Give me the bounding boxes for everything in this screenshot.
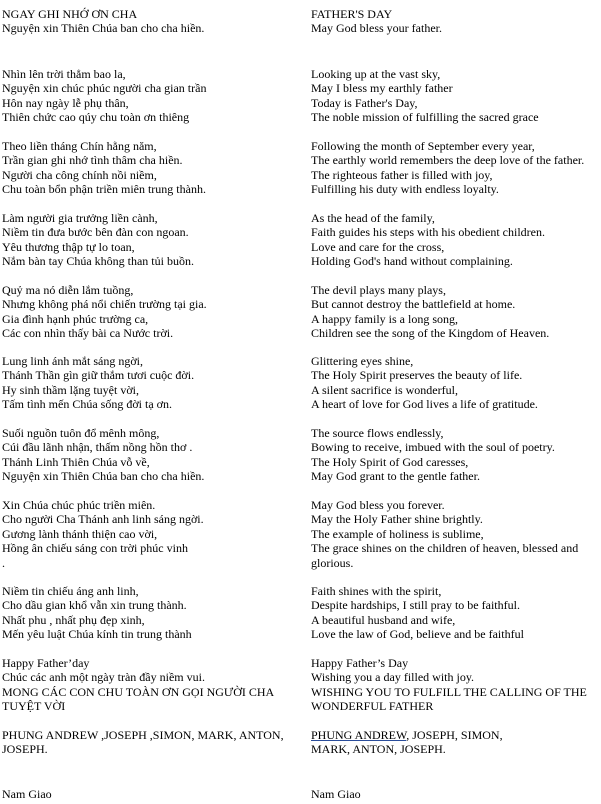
verse-line: Love the law of God, believe and be faithful — [311, 627, 524, 642]
right-stanza-7 — [311, 498, 599, 570]
verse-line: Suối nguồn tuôn đổ mênh mông, — [2, 426, 160, 440]
right-signature — [311, 787, 599, 801]
verse-line: The righteous father is filled with joy, — [311, 167, 493, 182]
family-names: PHUNG ANDREW ,JOSEPH ,SIMON, MARK, ANTON, JOSEPH. — [2, 728, 284, 757]
right-closing — [311, 656, 599, 714]
verse-line: Theo liền tháng Chín hằng năm, — [2, 139, 157, 153]
verse-line: Mến yêu luật Chúa kính tin trung thành — [2, 627, 192, 642]
verse-line: Children see the song of the Kingdom of Heaven. — [311, 326, 550, 341]
greeting-line: Happy Father’s Day — [311, 656, 409, 670]
left-stanza-3 — [2, 211, 298, 269]
stray-period: . — [2, 555, 5, 570]
left-names — [2, 728, 298, 757]
greeting-line: Chúc các anh một ngày tràn đầy niềm vui. — [2, 670, 205, 685]
names-continued: , JOSEPH, SIMON, — [406, 728, 503, 742]
verse-line: The noble mission of fulfilling the sacred grace — [311, 110, 539, 125]
verse-line: A beautiful husband and wife, — [311, 612, 456, 627]
verse-line: Love and care for the cross, — [311, 239, 445, 254]
greeting-caps-line: WISHING YOU TO FULFILL THE CALLING OF THE WONDERFUL FATHER — [311, 684, 587, 714]
verse-line: The source flows endlessly, — [311, 426, 444, 440]
verse-line: Tấm tình mến Chúa sống đời tạ ơn. — [2, 397, 173, 412]
verse-line: Người cha công chính nồi niềm, — [2, 167, 157, 182]
verse-line: Thánh Linh Thiên Chúa vỗ về, — [2, 454, 150, 469]
left-heading — [2, 7, 298, 36]
verse-line: Faith guides his steps with his obedient children. — [311, 225, 545, 240]
verse-line: The Holy Spirit preserves the beauty of life. — [311, 368, 523, 383]
greeting-caps-line: MONG CÁC CON CHU TOÀN ƠN GỌI NGƯỜI CHA TUYỆT VỜI — [2, 684, 274, 714]
verse-line: Faith shines with the spirit, — [311, 584, 442, 598]
verse-line: Glittering eyes shine, — [311, 354, 414, 368]
verse-line: May the Holy Father shine brightly. — [311, 512, 483, 527]
right-stanza-3 — [311, 211, 599, 269]
verse-line: Bowing to receive, imbued with the soul of poetry. — [311, 440, 555, 455]
left-title: NGAY GHI NHỚ ƠN CHA — [2, 7, 138, 21]
left-stanza-5 — [2, 354, 298, 412]
left-stanza-7 — [2, 498, 298, 570]
verse-line: Lung linh ánh mắt sáng ngời, — [2, 354, 143, 368]
signature: Nam Giao — [2, 787, 52, 801]
verse-line: Hy sinh thầm lặng tuyệt vời, — [2, 382, 139, 397]
verse-line: The devil plays many plays, — [311, 283, 446, 297]
left-subtitle: Nguyện xin Thiên Chúa ban cho cha hiền. — [2, 21, 205, 36]
verse-line: Gia đình hạnh phúc trường ca, — [2, 311, 149, 326]
verse-line: May God grant to the gentle father. — [311, 469, 480, 484]
signature: Nam Giao — [311, 787, 361, 801]
verse-line: Nhưng không phá nổi chiến trường tại gia. — [2, 297, 207, 312]
left-stanza-1 — [2, 67, 298, 125]
verse-line: Hồng ân chiếu sáng con trời phúc vinh — [2, 541, 188, 556]
verse-line: Following the month of September every year, — [311, 139, 535, 153]
verse-line: Despite hardships, I still pray to be faithful. — [311, 598, 520, 613]
verse-line: As the head of the family, — [311, 211, 435, 225]
verse-line: The earthly world remembers the deep love of the father. — [311, 153, 585, 168]
right-title: FATHER'S DAY — [311, 7, 393, 21]
right-names — [311, 728, 599, 757]
verse-line: Xin Chúa chúc phúc triền miên. — [2, 498, 156, 512]
underlined-name: PHUNG ANDREW — [311, 728, 407, 742]
verse-line: Looking up at the vast sky, — [311, 67, 441, 81]
verse-line: Thánh Thần gìn giữ thắm tươi cuộc đời. — [2, 368, 195, 383]
verse-line: Cho người Cha Thánh anh linh sáng ngời. — [2, 512, 204, 527]
verse-line: Today is Father's Day, — [311, 95, 418, 110]
verse-line: A silent sacrifice is wonderful, — [311, 382, 458, 397]
greeting-line: Wishing you a day filled with joy. — [311, 670, 475, 685]
verse-line: Nắm bàn tay Chúa không than tủi buồn. — [2, 254, 194, 269]
verse-line: Làm người gia trưởng liền cành, — [2, 211, 158, 225]
verse-line: Hôn nay ngày lễ phụ thân, — [2, 95, 129, 110]
verse-line: Yêu thương thập tự lo toan, — [2, 239, 135, 254]
family-names-line-2: MARK, ANTON, JOSEPH. — [311, 742, 446, 757]
left-stanza-8 — [2, 584, 298, 642]
left-stanza-6 — [2, 426, 298, 484]
verse-line: The example of holiness is sublime, — [311, 526, 484, 541]
verse-line: Quỷ ma nó diễn lắm tuồng, — [2, 283, 134, 297]
left-stanza-2 — [2, 139, 298, 197]
right-stanza-2 — [311, 139, 599, 197]
left-signature — [2, 787, 298, 801]
verse-line: Trần gian ghi nhớ tình thâm cha hiền. — [2, 153, 183, 168]
family-names-line-1 — [311, 728, 599, 742]
verse-line: Nguyện xin chúc phúc người cha gian trần — [2, 81, 207, 96]
verse-line: Nhìn lên trời thẳm bao la, — [2, 67, 126, 81]
verse-line: May God bless you forever. — [311, 498, 445, 512]
verse-line: A happy family is a long song, — [311, 311, 458, 326]
right-heading — [311, 7, 599, 36]
left-stanza-4 — [2, 283, 298, 341]
right-stanza-8 — [311, 584, 599, 642]
verse-line: Holding God's hand without complaining. — [311, 254, 513, 269]
verse-line: Các con nhìn thấy bài ca Nước trời. — [2, 326, 174, 341]
verse-line: The grace shines on the children of heaven, blessed and glorious. — [311, 541, 579, 570]
right-stanza-5 — [311, 354, 599, 412]
verse-line: Fulfilling his duty with endless loyalty. — [311, 182, 499, 197]
right-subtitle: May God bless your father. — [311, 21, 442, 36]
left-closing — [2, 656, 298, 714]
verse-line: Nguyện xin Thiên Chúa ban cho cha hiền. — [2, 469, 205, 484]
verse-line: Niềm tin đưa bước bên đàn con ngoan. — [2, 225, 189, 240]
verse-line: A heart of love for God lives a life of gratitude. — [311, 397, 538, 412]
right-stanza-1 — [311, 67, 599, 125]
verse-line: Gương lành thánh thiện cao vời, — [2, 526, 158, 541]
verse-line: Cho dầu gian khổ vẫn xin trung thành. — [2, 598, 187, 613]
verse-line: Thiên chức cao qúy chu toàn ơn thiêng — [2, 110, 190, 125]
verse-line: May I bless my earthly father — [311, 81, 453, 96]
verse-line: Niềm tin chiếu áng anh linh, — [2, 584, 139, 598]
verse-line: But cannot destroy the battlefield at home. — [311, 297, 516, 312]
verse-line: Cúi đầu lãnh nhận, thấm nồng hồn thơ . — [2, 440, 193, 455]
right-stanza-6 — [311, 426, 599, 484]
right-stanza-4 — [311, 283, 599, 341]
verse-line: Nhất phu , nhất phụ đẹp xinh, — [2, 612, 145, 627]
greeting-line: Happy Father’day — [2, 656, 90, 670]
verse-line: The Holy Spirit of God caresses, — [311, 454, 469, 469]
verse-line: Chu toàn bổn phận triền miên trung thành. — [2, 182, 206, 197]
